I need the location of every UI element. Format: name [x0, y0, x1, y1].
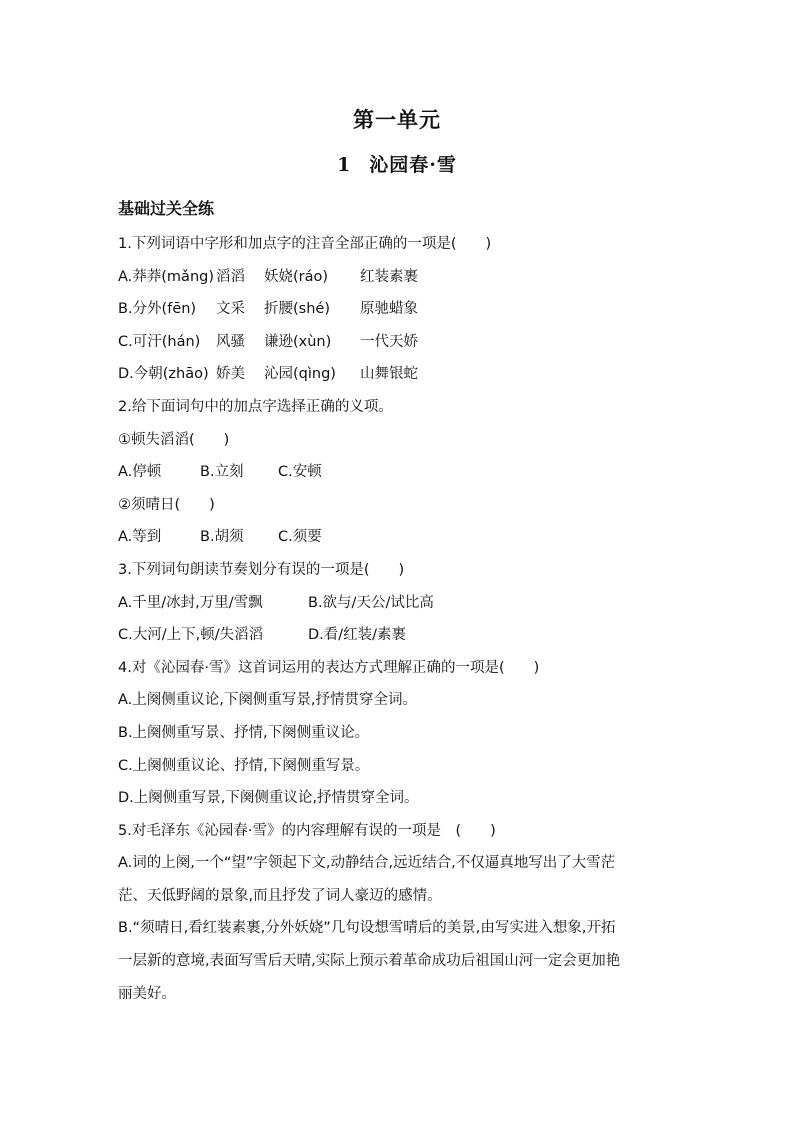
exercise-content: [118, 228, 678, 1010]
question-4-stem: 4.对《沁园春·雪》这首词运用的表达方式理解正确的一项是( ): [118, 659, 540, 676]
sub2-option-c: C.须要: [278, 529, 322, 546]
section-title: 基础过关全练: [118, 199, 215, 218]
option-a-word3: 妖娆(ráo): [264, 268, 329, 285]
question-3-option-a: A.千里/冰封,万里/雪飘: [118, 594, 263, 611]
question-5-option-b-line2: 一层新的意境,表面写雪后天晴,实际上预示着革命成功后祖国山河一定会更加艳: [118, 953, 621, 970]
question-3-option-d: D.看/红装/素裹: [308, 627, 407, 644]
option-c-word4: 一代天娇: [360, 333, 418, 350]
option-a-word2: 滔滔: [216, 268, 245, 285]
question-3-stem: 3.下列词句朗读节奏划分有误的一项是( ): [118, 561, 405, 578]
question-3-options-ab: [118, 587, 678, 620]
question-1-option-b: [118, 293, 678, 326]
option-b-word2: 文采: [216, 301, 245, 318]
question-4-option-b: B.上阕侧重写景、抒情,下阕侧重议论。: [118, 724, 370, 741]
sub1-option-b: B.立刻: [200, 464, 244, 481]
question-1-option-d: [118, 358, 678, 391]
unit-title: 第一单元: [353, 107, 441, 132]
question-5-option-b-line1: B.“须晴日,看红装素裹,分外妖娆”几句设想雪晴后的美景,由写实进入想象,开拓: [118, 920, 616, 937]
sub2-option-a: A.等到: [118, 529, 162, 546]
question-5-option-a-line2: 茫、天低野阔的景象,而且抒发了词人豪迈的感情。: [118, 887, 442, 904]
question-5-option-b-line3: 丽美好。: [118, 985, 176, 1002]
option-c-word2: 风骚: [216, 333, 245, 350]
option-d-word1: D.今朝(zhāo): [118, 366, 209, 383]
option-b-word1: B.分外(fēn): [118, 301, 197, 318]
option-d-word2: 娇美: [216, 366, 245, 383]
option-b-word4: 原驰蜡象: [360, 301, 418, 318]
question-3-option-c: C.大河/上下,顿/失滔滔: [118, 627, 264, 644]
sub1-option-c: C.安顿: [278, 464, 322, 481]
question-2-sub1-options: [118, 456, 678, 489]
question-5-stem: 5.对毛泽东《沁园春·雪》的内容理解有误的一项是 ( ): [118, 822, 496, 839]
option-a-word4: 红装素裹: [360, 268, 418, 285]
option-c-word3: 谦逊(xùn): [264, 333, 332, 350]
option-a-word1: A.莽莽(mǎng): [118, 268, 214, 285]
option-d-word3: 沁园(qìng): [264, 366, 336, 383]
question-4-option-c: C.上阕侧重议论、抒情,下阕侧重写景。: [118, 757, 370, 774]
question-3-option-b: B.欲与/天公/试比高: [308, 594, 434, 611]
sub2-option-b: B.胡须: [200, 529, 244, 546]
question-4-option-d: D.上阕侧重写景,下阕侧重议论,抒情贯穿全词。: [118, 790, 419, 807]
question-2-sub2-options: [118, 521, 678, 554]
option-b-word3: 折腰(shé): [264, 301, 330, 318]
question-3-options-cd: [118, 619, 678, 652]
sub1-option-a: A.停顿: [118, 464, 162, 481]
option-c-word1: C.可汗(hán): [118, 333, 201, 350]
question-5-option-a-line1: A.词的上阕,一个“望”字领起下文,动静结合,远近结合,不仅逼真地写出了大雪茫: [118, 855, 616, 872]
lesson-name: 沁园春·雪: [369, 154, 457, 176]
question-1-stem: 1.下列词语中字形和加点字的注音全部正确的一项是( ): [118, 236, 492, 252]
question-1-option-c: [118, 326, 678, 359]
question-1-option-a: [118, 261, 678, 294]
question-2-sub2-stem: ②须晴日( ): [118, 496, 215, 513]
question-2-sub1-stem: ①顿失滔滔( ): [118, 431, 230, 448]
question-4-option-a: A.上阕侧重议论,下阕侧重写景,抒情贯穿全词。: [118, 692, 417, 709]
lesson-number: 1: [337, 154, 352, 176]
question-2-stem: 2.给下面词句中的加点字选择正确的义项。: [118, 398, 393, 415]
lesson-title: [0, 150, 794, 177]
option-d-word4: 山舞银蛇: [360, 366, 418, 383]
